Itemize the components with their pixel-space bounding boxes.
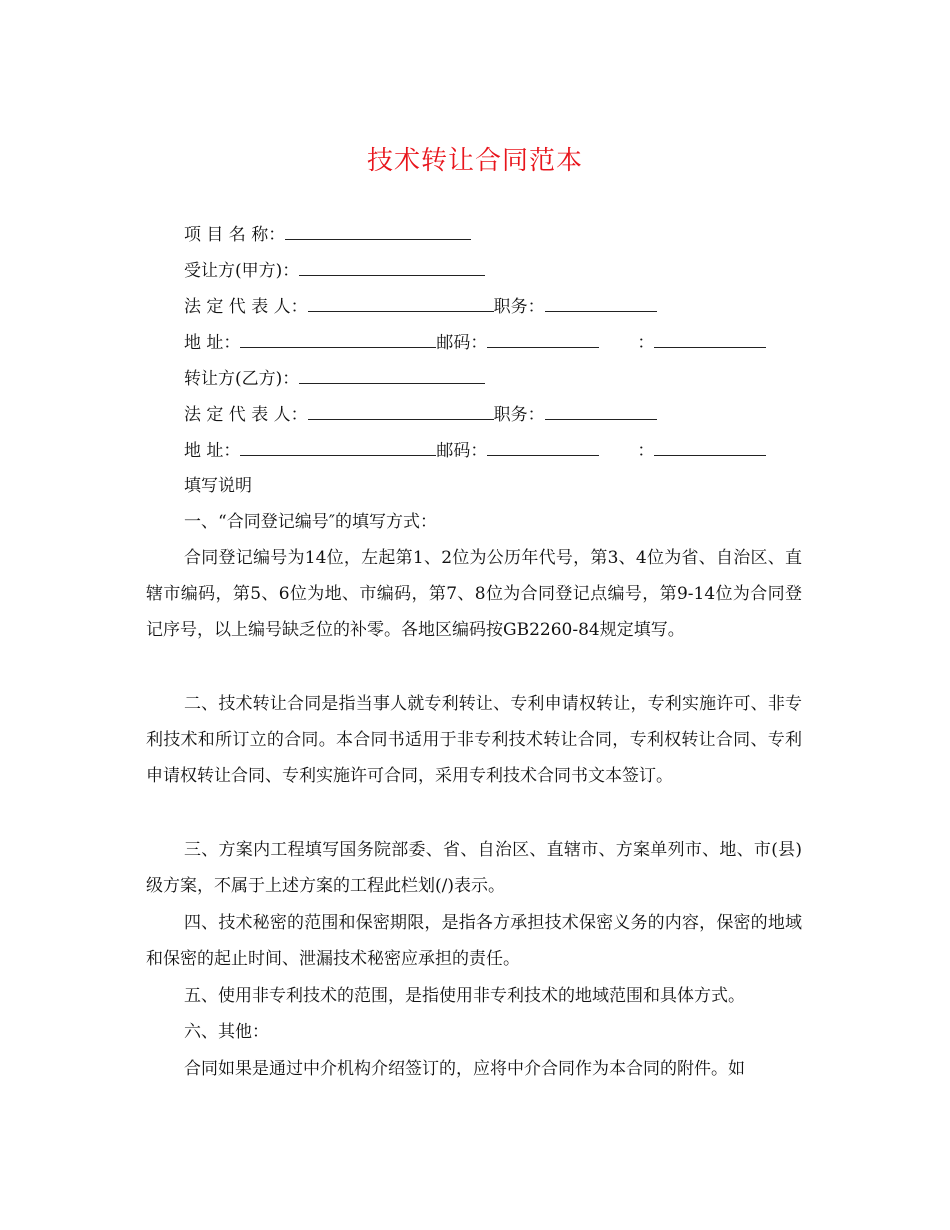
item5-paragraph: 五、使用非专利技术的范围，是指使用非专利技术的地域范围和具体方式。: [184, 986, 745, 1006]
item4-paragraph: 四、技术秘密的范围和保密期限，是指各方承担技术保密义务的内容，保密的地域和保密的起止时间、泄漏技术秘密应承担的责任。: [146, 913, 802, 969]
transferor-rep-line: [184, 404, 657, 425]
item1-body: 合同登记编号为14位，左起第1、2位为公历年代号，第3、4位为省、自治区、直辖市编码，第5、6位为地、市编码，第7、8位为合同登记点编号，第9-14位为合同登记序号，以上编号缺乏位的补零。各地区编码按GB2260-84规定填写。: [146, 548, 802, 640]
transferee-address-blank[interactable]: [240, 332, 436, 348]
item6-body: 合同如果是通过中介机构介绍签订的，应将中介合同作为本合同的附件。如: [184, 1059, 745, 1079]
item6-heading: 六、其他：: [184, 1022, 269, 1042]
item1-heading: 一、“合同登记编号″的填写方式：: [184, 512, 438, 532]
transferor-position-blank[interactable]: [545, 404, 657, 420]
project-name-blank[interactable]: [285, 224, 471, 240]
transferor-rep-blank[interactable]: [308, 404, 494, 420]
transferor-label: 转让方(乙方)：: [184, 369, 300, 389]
transferee-label: 受让方(甲方)：: [184, 261, 300, 281]
transferor-line: [184, 368, 485, 389]
transferee-rep-label: 法 定 代 表 人：: [184, 297, 308, 317]
transferee-address-line: [184, 332, 766, 353]
transferee-phone-label: ：: [637, 333, 655, 353]
transferor-phone-blank[interactable]: [654, 440, 766, 456]
transferor-position-label: 职务：: [493, 405, 545, 425]
transferee-position-label: 职务：: [493, 297, 545, 317]
transferee-rep-blank[interactable]: [308, 296, 494, 312]
transferor-phone-label: ：: [637, 441, 655, 461]
transferor-address-blank[interactable]: [240, 440, 436, 456]
instructions-heading: 填写说明: [184, 476, 252, 496]
transferor-address-line: [184, 440, 766, 461]
transferee-line: [184, 260, 485, 281]
transferee-blank[interactable]: [299, 260, 485, 276]
project-name-line: [184, 224, 471, 245]
transferor-postcode-label: 邮码：: [436, 441, 488, 461]
document-title: 技术转让合同范本: [366, 146, 583, 176]
item2-paragraph: 二、技术转让合同是指当事人就专利转让、专利申请权转让，专利实施许可、非专利技术和所订立的合同。本合同书适用于非专利技术转让合同，专利权转让合同、专利申请权转让合同、专利实施许可合同，采用专利技术合同书文本签订。: [146, 694, 802, 786]
transferor-rep-label: 法 定 代 表 人：: [184, 405, 308, 425]
transferee-address-label: 地 址：: [184, 333, 241, 353]
transferor-address-label: 地 址：: [184, 441, 241, 461]
transferee-postcode-label: 邮码：: [436, 333, 488, 353]
transferee-phone-blank[interactable]: [654, 332, 766, 348]
transferee-rep-line: [184, 296, 657, 317]
project-name-label: 项 目 名 称：: [184, 225, 286, 245]
transferee-position-blank[interactable]: [545, 296, 657, 312]
transferor-blank[interactable]: [299, 368, 485, 384]
transferee-postcode-blank[interactable]: [487, 332, 599, 348]
transferor-postcode-blank[interactable]: [487, 440, 599, 456]
item3-paragraph: 三、方案内工程填写国务院部委、省、自治区、直辖市、方案单列市、地、市(县)级方案，不属于上述方案的工程此栏划(/)表示。: [146, 840, 802, 896]
